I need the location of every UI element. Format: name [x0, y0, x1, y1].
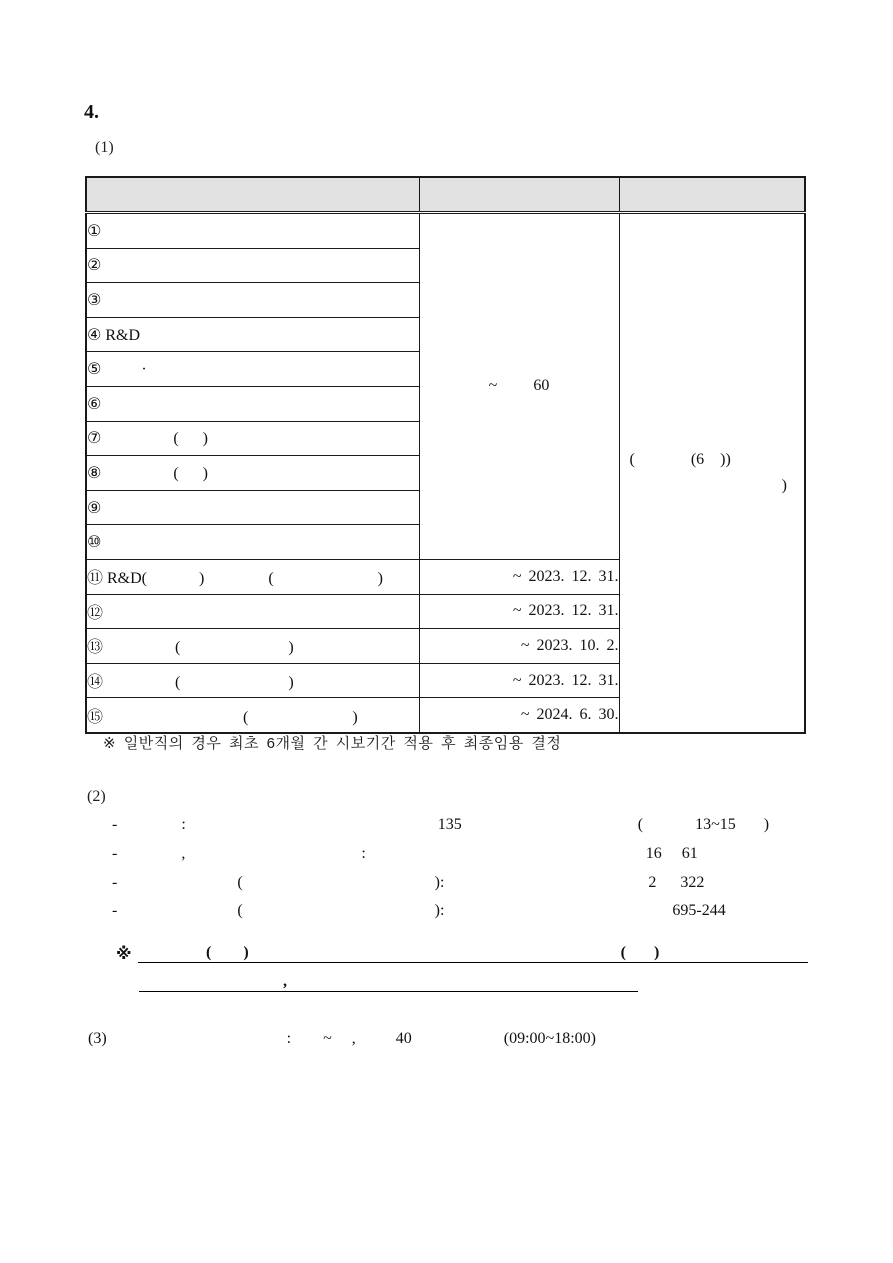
section3-content: : ~ , 40 (09:00~18:00) — [106, 1030, 596, 1047]
header-cell-period — [419, 177, 619, 213]
section-heading: 4. — [84, 101, 99, 123]
table-footnote: ※ 일반직의 경우 최초 6개월 간 시보기간 적용 후 최종임용 결정 — [103, 735, 562, 752]
underlined-note-line-1: ( ) ( ) — [138, 944, 808, 963]
row-13-label: ⑬ ( ) — [86, 629, 419, 664]
row-14-date: ~ 2023. 12. 31. — [419, 663, 619, 698]
row-3-label: ③ — [86, 283, 419, 318]
note-cell-line2: ) — [781, 476, 787, 494]
underlined-note-line-2: , — [139, 973, 638, 992]
row-2-label: ② — [86, 248, 419, 283]
row-11-date: ~ 2023. 12. 31. — [419, 559, 619, 594]
table-header-row — [86, 177, 805, 213]
header-cell-note — [619, 177, 805, 213]
section2-line-4: - ( ): 695-244 — [112, 902, 726, 919]
subsection-3-label: (3) — [88, 1030, 107, 1047]
section3-row — [88, 1030, 596, 1048]
row-7-label: ⑦ ( ) — [86, 421, 419, 456]
section2-line-3: - ( ): 2 322 — [112, 874, 705, 891]
row-15-label: ⑮ ( ) — [86, 698, 419, 733]
subsection-1-label: (1) — [95, 139, 114, 156]
subsection-2-label: (2) — [87, 788, 106, 805]
recruitment-table — [85, 176, 806, 734]
row-4-label: ④ R&D — [86, 317, 419, 352]
row-15-date: ~ 2024. 6. 30. — [419, 698, 619, 733]
row-12-date: ~ 2023. 12. 31. — [419, 594, 619, 629]
section2-line-1: - : 135 ( 13~15 ) — [112, 816, 770, 833]
table-row — [86, 213, 805, 249]
row-11-label: ⑪ R&D( ) ( ) — [86, 559, 419, 594]
row-9-label: ⑨ — [86, 490, 419, 525]
note-cell-line1: ( (6 )) — [629, 450, 731, 468]
row-5-label: ⑤ · — [86, 352, 419, 387]
merged-period-cell: ~ 60 — [419, 213, 619, 560]
row-12-label: ⑫ — [86, 594, 419, 629]
header-cell-position — [86, 177, 419, 213]
merged-note-cell — [619, 213, 805, 733]
row-6-label: ⑥ — [86, 386, 419, 421]
row-10-label: ⑩ — [86, 525, 419, 560]
section2-line-2: - , : 16 61 — [112, 845, 698, 862]
row-1-label: ① — [86, 213, 419, 249]
row-14-label: ⑭ ( ) — [86, 663, 419, 698]
row-13-date: ~ 2023. 10. 2. — [419, 629, 619, 664]
row-8-label: ⑧ ( ) — [86, 456, 419, 491]
reference-mark: ※ — [116, 946, 132, 963]
